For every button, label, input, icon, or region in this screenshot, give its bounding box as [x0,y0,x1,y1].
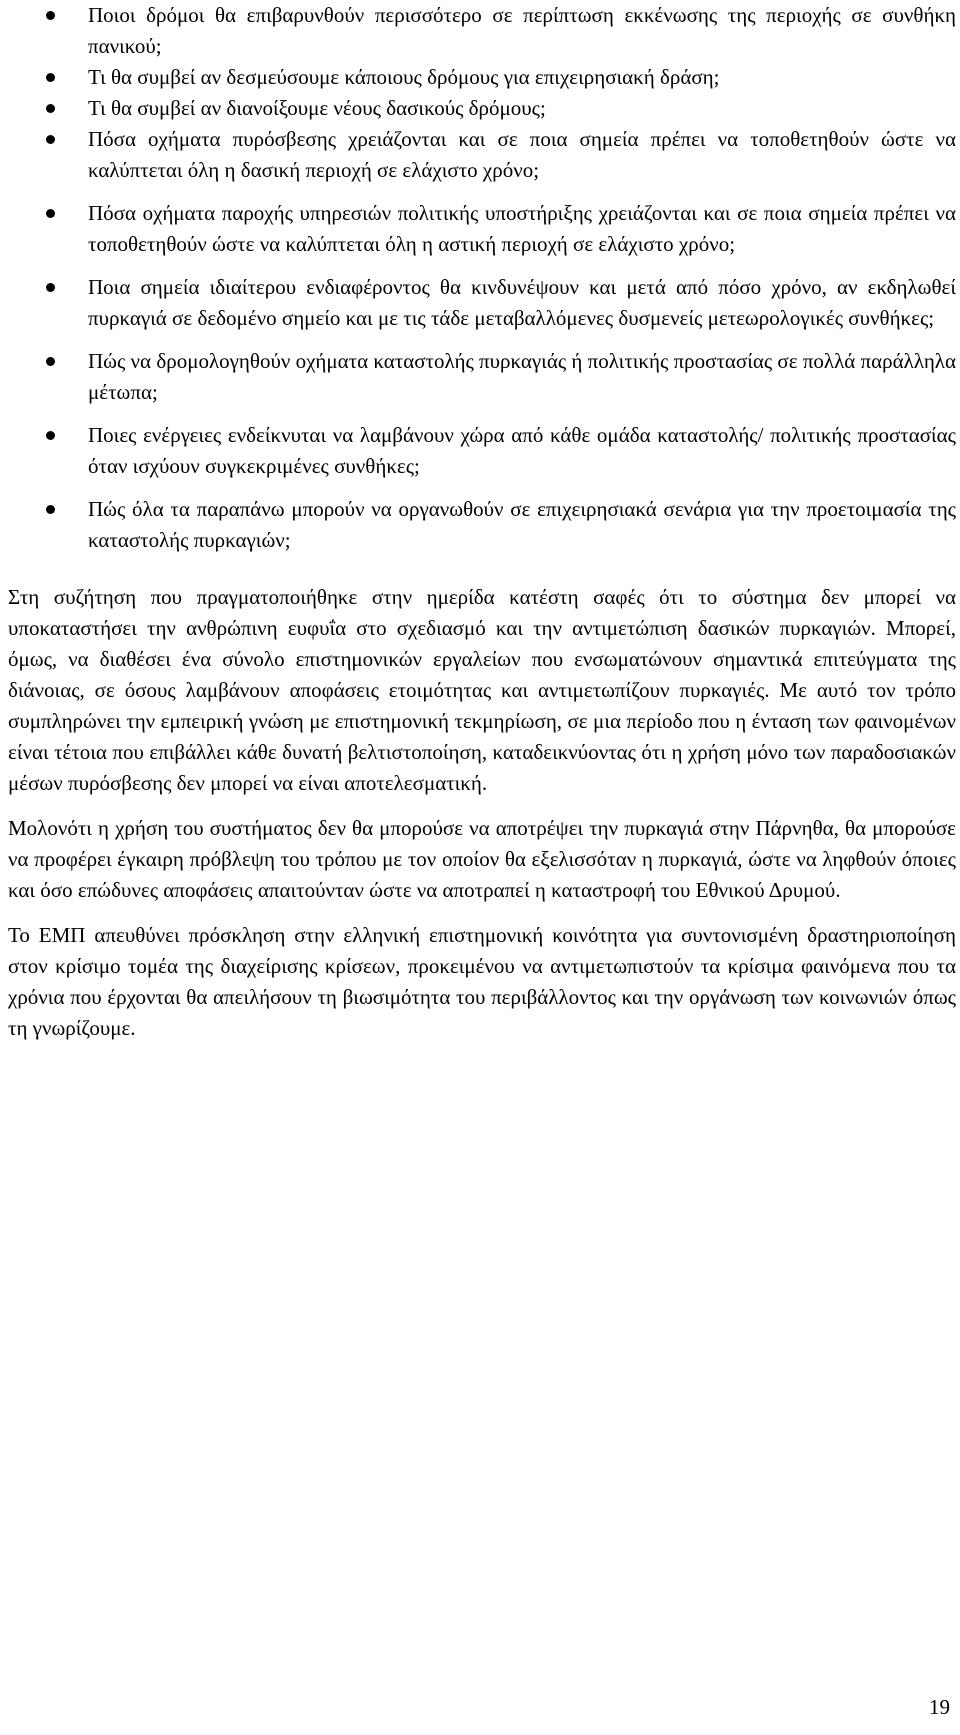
bullet-icon [46,505,55,514]
bullet-icon [46,11,55,20]
list-item [8,494,956,556]
bullet-icon [46,357,55,366]
list-item-text: Τι θα συμβεί αν δεσμεύσουμε κάποιους δρόμους για επιχειρησιακή δράση; [88,65,720,89]
body-paragraph: Το ΕΜΠ απευθύνει πρόσκληση στην ελληνική επιστημονική κοινότητα για συντονισμένη δραστηριοποίηση στον κρίσιμο τομέα της διαχείρισης κρίσεων, προκειμένου να αντιμετωπιστούν τα κρίσιμα φαινόμενα που τα χρόνια που έρχονται θα απειλήσουν τη βιωσιμότητα του περιβάλλοντος και την οργάνωση των κοινωνιών όπως τη γνωρίζουμε. [8,923,956,1040]
list-item-text: Ποιες ενέργειες ενδείκνυται να λαμβάνουν χώρα από κάθε ομάδα καταστολής/ πολιτικής προστασίας όταν ισχύουν συγκεκριμένες συνθήκες; [88,423,956,478]
question-list [8,0,956,556]
list-item [8,346,956,408]
bullet-icon [46,431,55,440]
bullet-icon [46,104,55,113]
list-item [8,420,956,482]
list-item-text: Πόσα οχήματα παροχής υπηρεσιών πολιτικής υποστήριξης χρειάζονται και σε ποια σημεία πρέπει να τοποθετηθούν ώστε να καλύπτεται όλη η αστική περιοχή σε ελάχιστο χρόνο; [88,201,956,256]
document-page [8,0,956,1044]
list-item [8,0,956,62]
bullet-icon [46,73,55,82]
list-item [8,272,956,334]
list-item-text: Πώς όλα τα παραπάνω μπορούν να οργανωθούν σε επιχειρησιακά σενάρια για την προετοιμασία της καταστολής πυρκαγιών; [88,497,956,552]
page-number: 19 [929,1695,950,1719]
list-item [8,198,956,260]
list-item-text: Ποια σημεία ιδιαίτερου ενδιαφέροντος θα κινδυνέψουν και μετά από πόσο χρόνο, αν εκδηλωθεί πυρκαγιά σε δεδομένο σημείο και με τις τάδε μεταβαλλόμενες δυσμενείς μετεωρολογικές συνθήκες; [88,275,956,330]
list-item-text: Τι θα συμβεί αν διανοίξουμε νέους δασικούς δρόμους; [88,96,546,120]
list-item [8,124,956,186]
list-item-text: Πόσα οχήματα πυρόσβεσης χρειάζονται και σε ποια σημεία πρέπει να τοποθετηθούν ώστε να καλύπτεται όλη η δασική περιοχή σε ελάχιστο χρόνο; [88,127,956,182]
list-item [8,93,956,124]
body-paragraph: Μολονότι η χρήση του συστήματος δεν θα μπορούσε να αποτρέψει την πυρκαγιά στην Πάρνηθα, θα μπορούσε να προφέρει έγκαιρη πρόβλεψη του τρόπου με τον οποίον θα εξελισσόταν η πυρκαγιά, ώστε να ληφθούν όποιες και όσο επώδυνες αποφάσεις απαιτούνταν ώστε να αποτραπεί η καταστροφή του Εθνικού Δρυμού. [8,816,956,902]
bullet-icon [46,209,55,218]
bullet-icon [46,135,55,144]
bullet-icon [46,283,55,292]
list-item-text: Ποιοι δρόμοι θα επιβαρυνθούν περισσότερο σε περίπτωση εκκένωσης της περιοχής σε συνθήκη πανικού; [88,3,956,58]
list-item [8,62,956,93]
body-paragraph: Στη συζήτηση που πραγματοποιήθηκε στην ημερίδα κατέστη σαφές ότι το σύστημα δεν μπορεί να υποκαταστήσει την ανθρώπινη ευφυΐα στο σχεδιασμό και την αντιμετώπιση δασικών πυρκαγιών. Μπορεί, όμως, να διαθέσει ένα σύνολο επιστημονικών εργαλείων που ενσωματώνουν σημαντικά επιτεύγματα της διάνοιας, σε όσους λαμβάνουν αποφάσεις ετοιμότητας και αντιμετωπίζουν πυρκαγιές. Με αυτό τον τρόπο συμπληρώνει την εμπειρική γνώση με επιστημονική τεκμηρίωση, σε μια περίοδο που η ένταση των φαινομένων είναι τέτοια που επιβάλλει κάθε δυνατή βελτιστοποίηση, καταδεικνύοντας ότι η χρήση μόνο των παραδοσιακών μέσων πυρόσβεσης δεν μπορεί να είναι αποτελεσματική. [8,585,956,795]
list-item-text: Πώς να δρομολογηθούν οχήματα καταστολής πυρκαγιάς ή πολιτικής προστασίας σε πολλά παράλληλα μέτωπα; [88,349,956,404]
